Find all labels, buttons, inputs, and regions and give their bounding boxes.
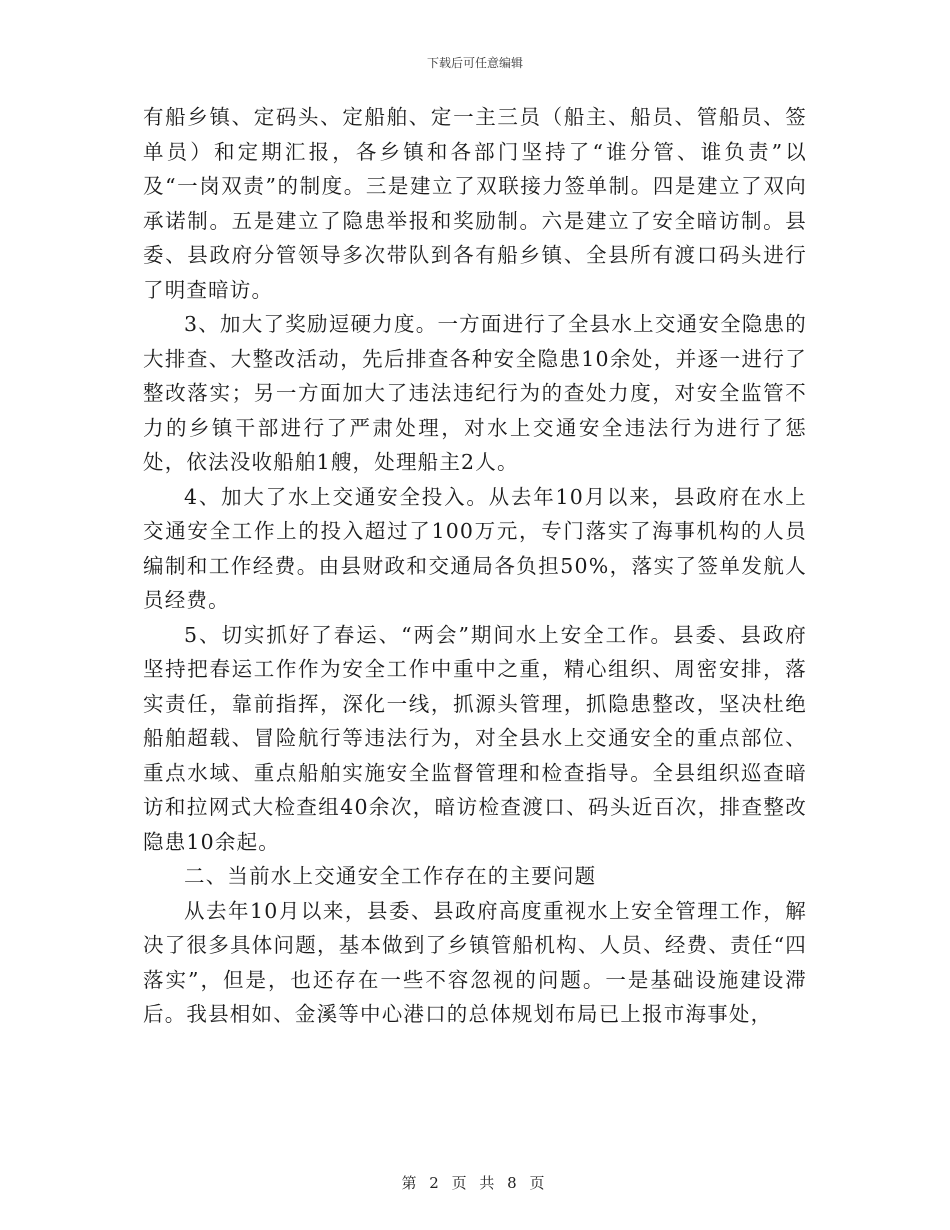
paragraph-1: 有船乡镇、定码头、定船舶、定一主三员（船主、船员、管船员、签单员）和定期汇报，各乡镇和各部门坚持了“谁分管、谁负责”以及“一岗双责”的制度。三是建立了双联接力签单制。四是建立了双向承诺制。五是建立了隐患举报和奖励制。六是建立了安全暗访制。县委、县政府分管领导多次带队到各有船乡镇、全县所有渡口码头进行了明查暗访。 xyxy=(143,105,807,302)
paragraph-5: 从去年10月以来，县委、县政府高度重视水上安全管理工作，解决了很多具体问题，基本做到了乡镇管船机构、人员、经费、责任“四落实”，但是，也还存在一些不容忽视的问题。一是基础设施建设滞后。我县相如、金溪等中心港口的总体规划布局已上报市海事处， xyxy=(143,898,807,1026)
section-heading: 二、当前水上交通安全工作存在的主要问题 xyxy=(184,864,597,888)
paragraph-3: 4、加大了水上交通安全投入。从去年10月以来，县政府在水上交通安全工作上的投入超过了100万元，专门落实了海事机构的人员编制和工作经费。由县财政和交通局各负担50%，落实了签单发航人员经费。 xyxy=(143,484,807,612)
page-header-note: 下载后可任意编辑 xyxy=(426,56,523,70)
document-body xyxy=(143,100,807,1032)
page-number: 第 2 页 共 8 页 xyxy=(401,1174,549,1192)
paragraph-2: 3、加大了奖励逗硬力度。一方面进行了全县水上交通安全隐患的大排查、大整改活动，先后排查各种安全隐患10余处，并逐一进行了整改落实；另一方面加大了违法违纪行为的查处力度，对安全监管不力的乡镇干部进行了严肃处理，对水上交通安全违法行为进行了惩处，依法没收船舶1艘，处理船主2人。 xyxy=(143,312,807,474)
paragraph-4: 5、切实抓好了春运、“两会”期间水上安全工作。县委、县政府坚持把春运工作作为安全工作中重中之重，精心组织、周密安排，落实责任，靠前指挥，深化一线，抓源头管理，抓隐患整改，坚决杜绝船舶超载、冒险航行等违法行为，对全县水上交通安全的重点部位、重点水域、重点船舶实施安全监督管理和检查指导。全县组织巡查暗访和拉网式大检查组40余次，暗访检查渡口、码头近百次，排查整改隐患10余起。 xyxy=(143,622,807,854)
